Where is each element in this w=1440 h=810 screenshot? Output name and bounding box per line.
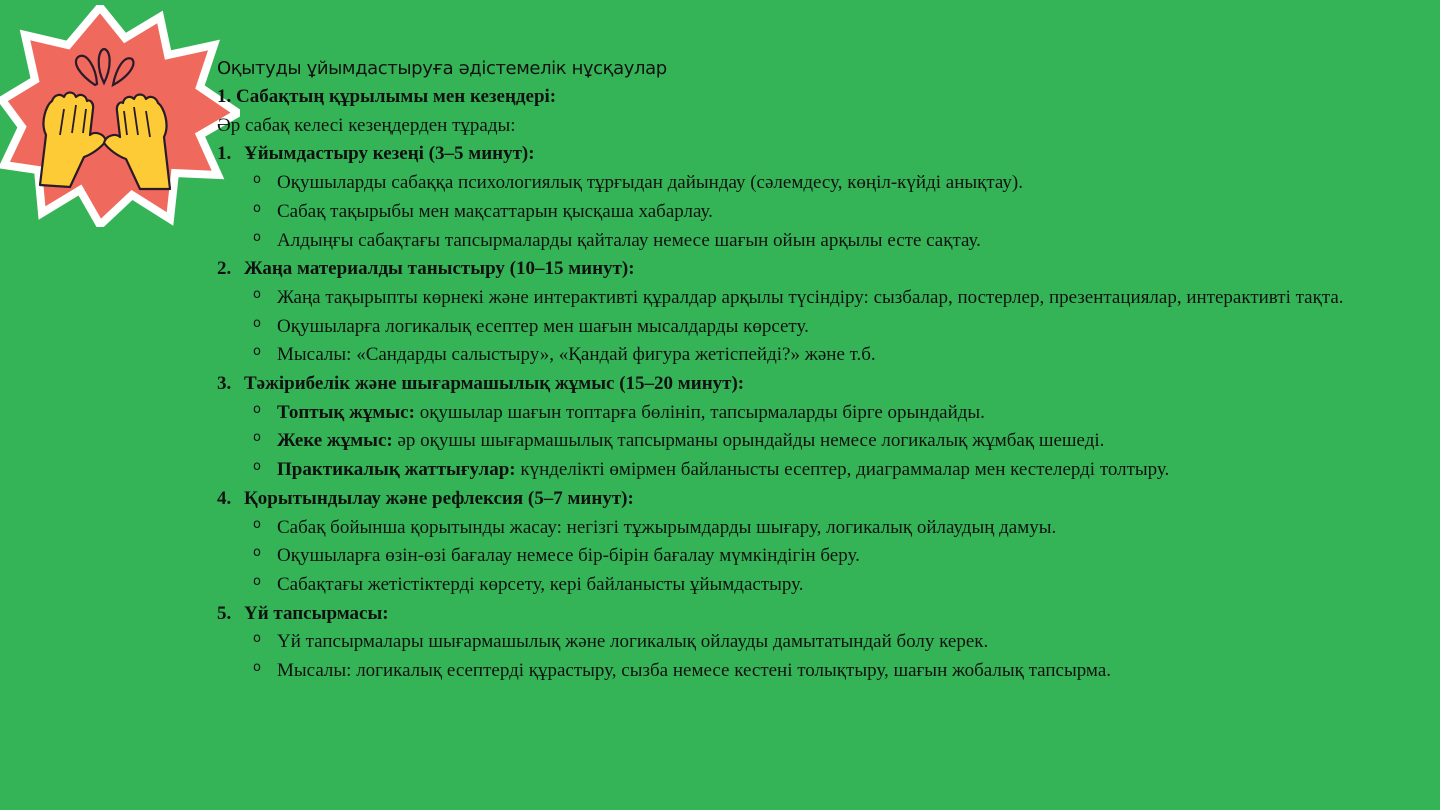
- bullet-icon: o: [253, 573, 261, 589]
- list-item-text: [277, 456, 1417, 485]
- bullet-icon: o: [253, 660, 261, 676]
- document-title: Оқытуды ұйымдастыруға әдістемелік нұсқаулар: [217, 58, 667, 79]
- list-item: [217, 227, 1417, 256]
- list-item: [217, 571, 1417, 600]
- list-item-body: Үй тапсырмалары шығармашылық және логикалық ойлауды дамытатындай болу керек.: [277, 631, 989, 653]
- list-item-body: Оқушыларға өзін-өзі бағалау немесе бір-бірін бағалау мүмкіндігін беру.: [277, 545, 860, 567]
- bullet-icon: o: [253, 516, 261, 532]
- high-five-badge: [0, 5, 240, 227]
- list-item-body: Жаңа тақырыпты көрнекі және интерактивті құралдар арқылы түсіндіру: сызбалар, постерлер, презентациялар, интерактивті тақта.: [277, 286, 1344, 308]
- list-item-body: күнделікті өмірмен байланысты есептер, диаграммалар мен кестелерді толтыру.: [515, 459, 1170, 481]
- section-number: 4.: [217, 487, 232, 509]
- list-item-body: Мысалы: «Сандарды салыстыру», «Қандай фигура жетіспейді?» және т.б.: [277, 344, 876, 366]
- list-item-body: Сабақ тақырыбы мен мақсаттарын қысқаша хабарлау.: [277, 200, 713, 222]
- list-item: [217, 399, 1417, 428]
- list-item-body: Сабақтағы жетістіктерді көрсету, кері байланысты ұйымдастыру.: [277, 573, 804, 595]
- list-item-bold-label: Топтық жұмыс:: [277, 401, 415, 423]
- list-item: [217, 313, 1417, 342]
- section-heading: [217, 600, 1417, 629]
- list-item: [217, 456, 1417, 485]
- list-item: [217, 284, 1417, 313]
- section-title: Жаңа материалды таныстыру (10–15 минут):: [244, 258, 635, 280]
- section-heading: [217, 370, 1417, 399]
- bullet-icon: o: [253, 430, 261, 446]
- bullet-icon: o: [253, 315, 261, 331]
- section-title: Үй тапсырмасы:: [244, 602, 389, 624]
- bullet-icon: o: [253, 229, 261, 245]
- high-five-hands-icon: [0, 5, 240, 227]
- list-item: [217, 198, 1417, 227]
- section-heading: [217, 485, 1417, 514]
- list-item-text: [277, 628, 1417, 657]
- bullet-icon: o: [253, 401, 261, 417]
- section-number: 2.: [217, 258, 232, 280]
- bullet-icon: o: [253, 286, 261, 302]
- list-item-text: [277, 571, 1417, 600]
- section-heading: [217, 255, 1417, 284]
- list-item-text: [277, 227, 1417, 256]
- list-item: [217, 628, 1417, 657]
- section-title: Тәжірибелік және шығармашылық жұмыс (15–20 минут):: [244, 373, 745, 395]
- list-item-body: Оқушыларды сабаққа психологиялық тұрғыдан дайындау (сәлемдесу, көңіл-күйді анықтау).: [277, 172, 1023, 194]
- list-item-text: [277, 313, 1417, 342]
- document-lead: Әр сабақ келесі кезеңдерден тұрады:: [217, 114, 516, 136]
- list-item-text: [277, 542, 1417, 571]
- list-item: [217, 514, 1417, 543]
- list-item-text: [277, 399, 1417, 428]
- section-heading: [217, 140, 1417, 169]
- section-number: 5.: [217, 602, 232, 624]
- list-item-text: [277, 341, 1417, 370]
- list-item-text: [277, 198, 1417, 227]
- section-number: 1.: [217, 143, 232, 165]
- list-item-body: Сабақ бойынша қорытынды жасау: негізгі тұжырымдарды шығару, логикалық ойлаудың дамуы.: [277, 516, 1057, 538]
- list-item-text: [277, 169, 1417, 198]
- list-item-bold-label: Практикалық жаттығулар:: [277, 459, 516, 481]
- list-item-body: әр оқушы шығармашылық тапсырманы орындайды немесе логикалық жұмбақ шешеді.: [392, 430, 1105, 452]
- bullet-icon: o: [253, 631, 261, 647]
- section-number: 3.: [217, 373, 232, 395]
- list-item: [217, 542, 1417, 571]
- list-item-body: Оқушыларға логикалық есептер мен шағын мысалдарды көрсету.: [277, 315, 809, 337]
- list-item-text: [277, 284, 1417, 313]
- bullet-icon: o: [253, 344, 261, 360]
- list-item-text: [277, 514, 1417, 543]
- instructions-document: [217, 55, 1417, 686]
- section-title: Ұйымдастыру кезеңі (3–5 минут):: [244, 143, 535, 165]
- list-item-bold-label: Жеке жұмыс:: [277, 430, 393, 452]
- list-item-text: [277, 427, 1417, 456]
- bullet-icon: o: [253, 172, 261, 188]
- sections-list: [217, 140, 1417, 685]
- section-title: Қорытындылау және рефлексия (5–7 минут):: [244, 487, 634, 509]
- list-item-body: Алдыңғы сабақтағы тапсырмаларды қайталау немесе шағын ойын арқылы есте сақтау.: [277, 229, 981, 251]
- list-item: [217, 427, 1417, 456]
- bullet-icon: o: [253, 545, 261, 561]
- list-item: [217, 657, 1417, 686]
- list-item-text: [277, 657, 1417, 686]
- list-item-body: оқушылар шағын топтарға бөлініп, тапсырмаларды бірге орындайды.: [414, 401, 985, 423]
- document-heading: 1. Сабақтың құрылымы мен кезеңдері:: [217, 86, 557, 107]
- bullet-icon: o: [253, 459, 261, 475]
- list-item: [217, 169, 1417, 198]
- list-item-body: Мысалы: логикалық есептерді құрастыру, сызба немесе кестені толықтыру, шағын жобалық тапсырма.: [277, 660, 1112, 682]
- bullet-icon: o: [253, 200, 261, 216]
- list-item: [217, 341, 1417, 370]
